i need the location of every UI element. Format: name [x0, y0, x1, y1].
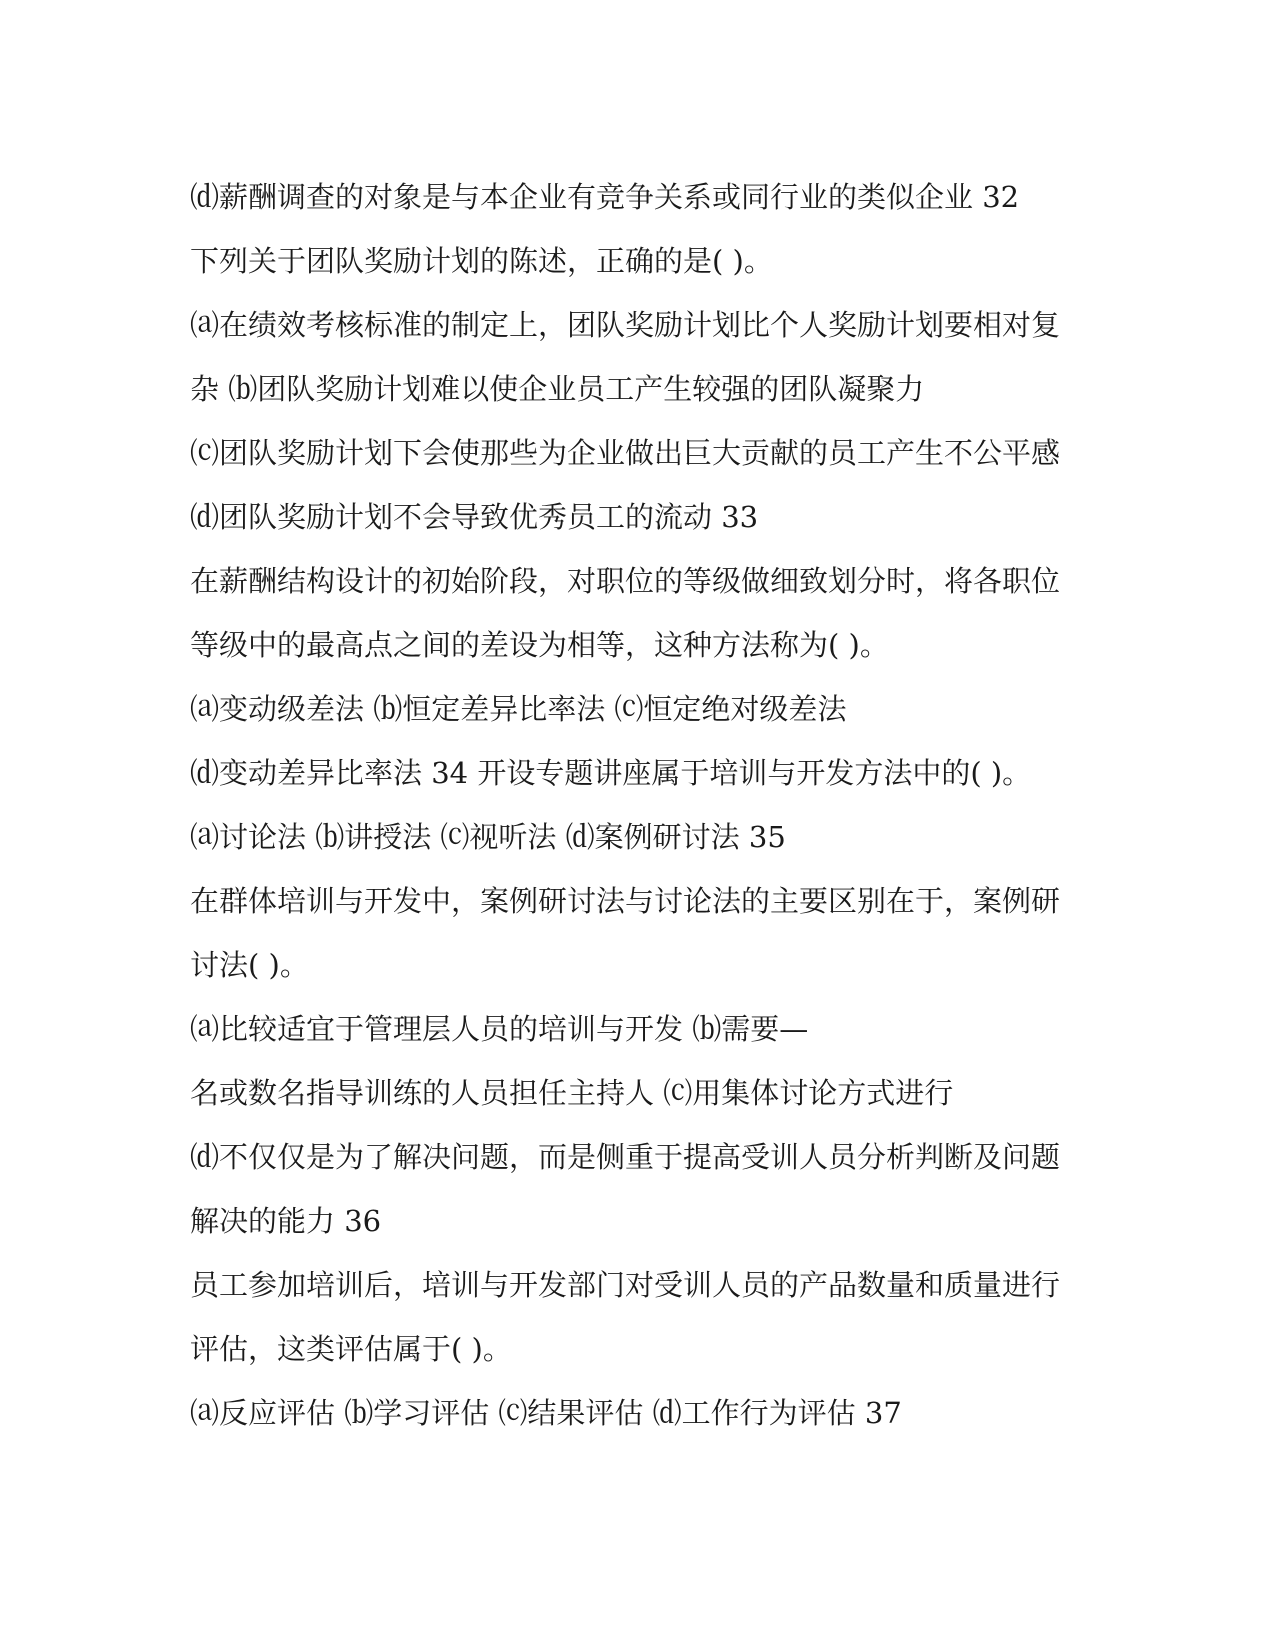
text-line: ⒟薪酬调查的对象是与本企业有竞争关系或同行业的类似企业 32: [190, 180, 1020, 214]
question-36-stem: 员工参加培训后，培训与开发部门对受训人员的产品数量和质量进行: [190, 1268, 1061, 1302]
text-line: 评估，这类评估属于( )。: [190, 1332, 512, 1366]
document-body: [190, 165, 1090, 1445]
text-line: ⒜比较适宜于管理层人员的培训与开发 ⒝需要—: [190, 1012, 809, 1046]
text-line: 名或数名指导训练的人员担任主持人 ⒞用集体讨论方式进行: [190, 1076, 954, 1110]
text-line: ⒜在绩效考核标准的制定上，团队奖励计划比个人奖励计划要相对复: [190, 308, 1061, 342]
text-line: 讨法( )。: [190, 948, 309, 982]
text-line: ⒜讨论法 ⒝讲授法 ⒞视听法 ⒟案例研讨法 35: [190, 820, 786, 854]
text-line: ⒟变动差异比率法 34 开设专题讲座属于培训与开发方法中的( )。: [190, 756, 1032, 790]
question-32-stem: 下列关于团队奖励计划的陈述，正确的是( )。: [190, 244, 773, 278]
text-line: 解决的能力 36: [190, 1204, 382, 1238]
text-line: ⒟不仅仅是为了解决问题，而是侧重于提高受训人员分析判断及问题: [190, 1140, 1061, 1174]
text-line: ⒞团队奖励计划下会使那些为企业做出巨大贡献的员工产生不公平感: [190, 436, 1061, 470]
text-line: 杂 ⒝团队奖励计划难以使企业员工产生较强的团队凝聚力: [190, 372, 925, 406]
question-35-stem: 在群体培训与开发中，案例研讨法与讨论法的主要区别在于，案例研: [190, 884, 1061, 918]
text-line: ⒜反应评估 ⒝学习评估 ⒞结果评估 ⒟工作行为评估 37: [190, 1396, 902, 1430]
text-line: 等级中的最高点之间的差设为相等，这种方法称为( )。: [190, 628, 889, 662]
text-line: ⒜变动级差法 ⒝恒定差异比率法 ⒞恒定绝对级差法: [190, 692, 847, 726]
text-line: ⒟团队奖励计划不会导致优秀员工的流动 33: [190, 500, 759, 534]
question-33-stem: 在薪酬结构设计的初始阶段，对职位的等级做细致划分时，将各职位: [190, 564, 1061, 598]
